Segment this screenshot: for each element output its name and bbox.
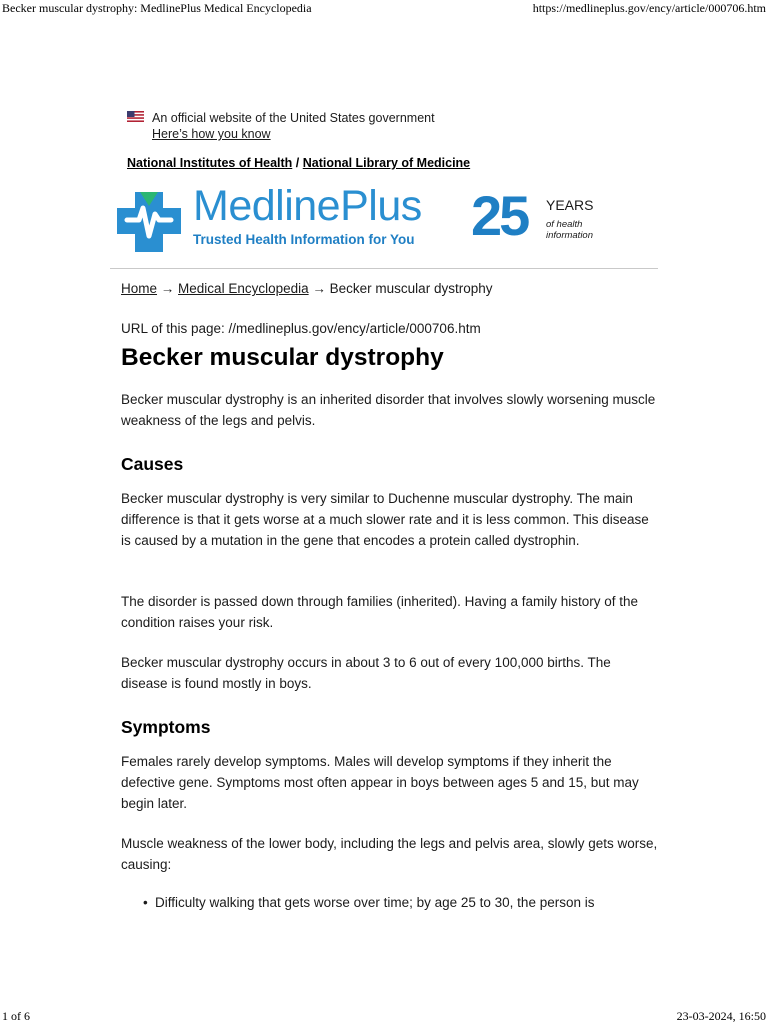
page-number: 1 of 6 [2, 1009, 30, 1023]
symptoms-paragraph-2: Muscle weakness of the lower body, including the legs and pelvis area, slowly gets worse, causing: [121, 836, 658, 872]
causes-heading: Causes [121, 454, 184, 474]
breadcrumb-current: Becker muscular dystrophy [329, 281, 493, 296]
logo-wordmark: MedlinePlus [193, 182, 422, 230]
how-you-know-link[interactable]: Here’s how you know [152, 127, 271, 141]
causes-paragraph-1: Becker muscular dystrophy is very similar to Duchenne muscular dystrophy. The main difference is that it gets worse at a much slower rate and it is less common. This disease is caused by a mutation in the gene that encodes a protein called dystrophin. [121, 491, 649, 548]
intro-paragraph: Becker muscular dystrophy is an inherited disorder that involves slowly worsening muscle weakness of the legs and pelvis. [121, 392, 656, 428]
anniversary-number: 25 [471, 184, 528, 247]
list-item-text: Difficulty walking that gets worse over time; by age 25 to 30, the person is [155, 895, 595, 910]
us-flag-icon [127, 111, 144, 122]
bullet-dot-icon: • [143, 895, 148, 910]
nih-separator: / [295, 156, 300, 170]
logo-tagline: Trusted Health Information for You [193, 232, 415, 247]
print-datetime: 23-03-2024, 16:50 [676, 1009, 766, 1023]
anniversary-subtitle: of health information [546, 219, 593, 241]
nih-link[interactable]: National Institutes of Health [127, 156, 293, 170]
page-title: Becker muscular dystrophy [121, 344, 444, 371]
causes-paragraph-2: The disorder is passed down through families (inherited). Having a family history of the condition raises your risk. [121, 594, 638, 630]
nih-nlm-links [127, 156, 470, 170]
official-website-text: An official website of the United States government [152, 111, 435, 125]
medlineplus-cross-icon [113, 186, 185, 256]
symptoms-paragraph-1: Females rarely develop symptoms. Males will develop symptoms if they inherit the defective gene. Symptoms most often appear in boys between ages 5 and 15, but may begin later. [121, 754, 639, 811]
breadcrumb [121, 281, 492, 296]
breadcrumb-home-link[interactable]: Home [121, 281, 158, 296]
header-divider [110, 268, 658, 269]
symptoms-heading: Symptoms [121, 717, 211, 737]
anniversary-years: YEARS [546, 197, 594, 213]
medlineplus-logo[interactable] [113, 182, 613, 256]
page-url-text: URL of this page: //medlineplus.gov/ency/article/000706.htm [121, 321, 481, 336]
breadcrumb-arrow: → [312, 281, 326, 296]
nlm-link[interactable]: National Library of Medicine [302, 156, 471, 170]
causes-paragraph-3: Becker muscular dystrophy occurs in about 3 to 6 out of every 100,000 births. The disease is found mostly in boys. [121, 655, 611, 691]
breadcrumb-arrow: → [160, 281, 175, 296]
print-header [0, 0, 768, 18]
print-footer [0, 1009, 768, 1024]
breadcrumb-encyclopedia-link[interactable]: Medical Encyclopedia [178, 281, 309, 296]
print-header-url: https://medlineplus.gov/ency/article/000706.htm [532, 1, 766, 15]
print-header-title: Becker muscular dystrophy: MedlinePlus Medical Encyclopedia [2, 1, 312, 15]
